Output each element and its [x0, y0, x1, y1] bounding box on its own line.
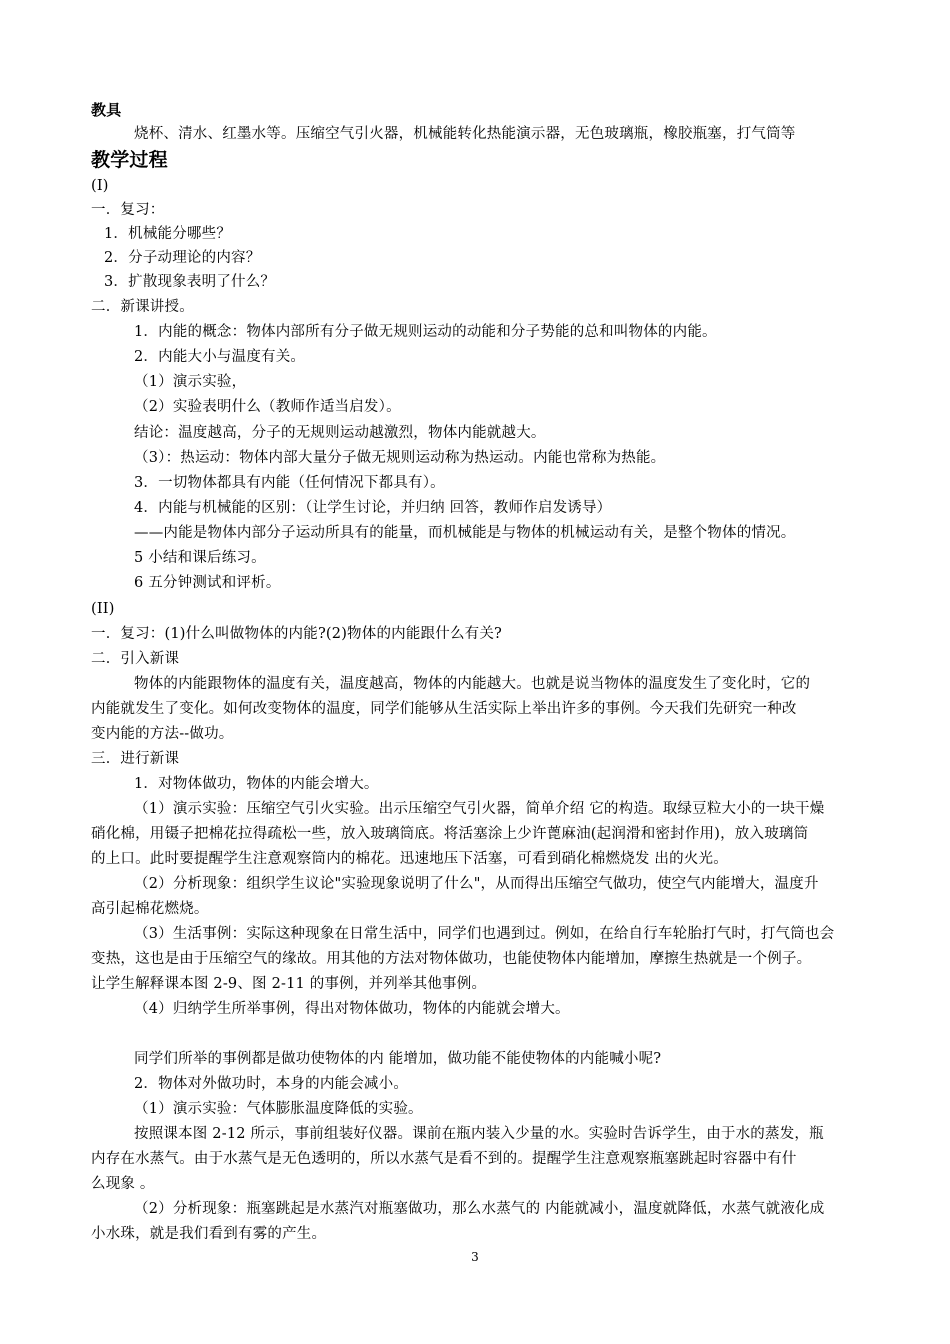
- text-line: 2．物体对外做功时，本身的内能会减小。: [134, 1076, 409, 1092]
- text-line: 4．内能与机械能的区别：（让学生讨论，并归纳 回答，教师作启发诱导）: [134, 500, 612, 516]
- text-line: 变内能的方法--做功。: [91, 726, 234, 742]
- text-line: 2．内能大小与温度有关。: [134, 349, 306, 365]
- heading-teaching-aids: 教具: [91, 101, 122, 119]
- text-line: 二．新课讲授。: [91, 299, 194, 315]
- text-line: 内存在水蒸气。由于水蒸气是无色透明的，所以水蒸气是看不到的。提醒学生注意观察瓶塞跳起时容器中有什: [91, 1151, 797, 1167]
- text-line: 同学们所举的事例都是做功使物体的内 能增加，做功能不能使物体的内能喊小呢?: [134, 1051, 662, 1067]
- text-line: 么现象 。: [91, 1176, 155, 1192]
- text-line: 烧杯、清水、红墨水等。压缩空气引火器，机械能转化热能演示器，无色玻璃瓶，橡胶瓶塞，打气筒等: [134, 126, 796, 142]
- text-line: 6 五分钟测试和评析。: [134, 575, 281, 591]
- text-line: 变热，这也是由于压缩空气的缘故。用其他的方法对物体做功，也能使物体内能增加，摩擦生热就是一个例子。: [91, 951, 812, 967]
- text-line: 一．复习：: [91, 202, 165, 218]
- heading-teaching-process: 教学过程: [91, 149, 168, 171]
- text-line: （2）实验表明什么（教师作适当启发）。: [134, 399, 401, 415]
- text-line: (I): [91, 178, 109, 194]
- text-line: ——内能是物体内部分子运动所具有的能量，而机械能是与物体的机械运动有关，是整个物体的情况。: [134, 525, 796, 541]
- text-line: （1）演示实验：气体膨胀温度降低的实验。: [134, 1101, 423, 1117]
- text-line: 硝化棉，用镊子把棉花拉得疏松一些，放入玻璃筒底。将活塞涂上少许蓖麻油(起润滑和密封作用)，放入玻璃筒: [91, 826, 809, 842]
- text-line: 二．引入新课: [91, 651, 180, 667]
- text-line: 3．一切物体都具有内能（任何情况下都具有）。: [134, 475, 445, 491]
- page-number: 3: [471, 1250, 479, 1264]
- text-line: 1．机械能分哪些？: [104, 226, 232, 242]
- text-line: （1）演示实验，: [134, 374, 247, 390]
- text-line: （1）演示实验：压缩空气引火实验。出示压缩空气引火器，简单介绍 它的构造。取绿豆粒大小的一块干燥: [134, 801, 825, 817]
- text-line: （2）分析现象：瓶塞跳起是水蒸汽对瓶塞做功，那么水蒸气的 内能就减小，温度就降低，水蒸气就液化成: [134, 1201, 825, 1217]
- text-line: （2）分析现象：组织学生议论"实验现象说明了什么"，从而得出压缩空气做功，使空气内能增大，温度升: [134, 876, 819, 892]
- text-line: 小水珠，就是我们看到有雾的产生。: [91, 1226, 327, 1242]
- text-line: 2．分子动理论的内容？: [104, 250, 261, 266]
- text-line: （4）归纳学生所举事例，得出对物体做功，物体的内能就会增大。: [134, 1001, 570, 1017]
- text-line: 让学生解释课本图 2-9、图 2-11 的事例，并列举其他事例。: [91, 976, 487, 992]
- text-line: 高引起棉花燃烧。: [91, 901, 209, 917]
- text-line: 三．进行新课: [91, 751, 180, 767]
- text-line: 按照课本图 2-12 所示，事前组装好仪器。课前在瓶内装入少量的水。实验时告诉学生，由于水的蒸发，瓶: [134, 1126, 824, 1142]
- text-line: (II): [91, 601, 115, 617]
- text-line: 一．复习：(1)什么叫做物体的内能?(2)物体的内能跟什么有关?: [91, 626, 503, 642]
- text-line: 5 小结和课后练习。: [134, 550, 266, 566]
- text-line: 内能就发生了变化。如何改变物体的温度，同学们能够从生活实际上举出许多的事例。今天我们先研究一种改: [91, 701, 797, 717]
- text-line: 3．扩散现象表明了什么？: [104, 274, 276, 290]
- text-line: 1．内能的概念：物体内部所有分子做无规则运动的动能和分子势能的总和叫物体的内能。: [134, 324, 717, 340]
- text-line: （3）生活事例：实际这种现象在日常生活中，同学们也遇到过。例如，在给自行车轮胎打气时，打气筒也会: [134, 926, 835, 942]
- text-line: 物体的内能跟物体的温度有关，温度越高，物体的内能越大。也就是说当物体的温度发生了变化时，它的: [134, 676, 811, 692]
- text-line: 1．对物体做功，物体的内能会增大。: [134, 776, 379, 792]
- text-line: （3）：热运动：物体内部大量分子做无规则运动称为热运动。内能也常称为热能。: [134, 450, 666, 466]
- text-line: 的上口。此时要提醒学生注意观察筒内的棉花。迅速地压下活塞，可看到硝化棉燃烧发 出的火光。: [91, 851, 728, 867]
- text-line: 结论：温度越高，分子的无规则运动越激烈，物体内能就越大。: [134, 425, 546, 441]
